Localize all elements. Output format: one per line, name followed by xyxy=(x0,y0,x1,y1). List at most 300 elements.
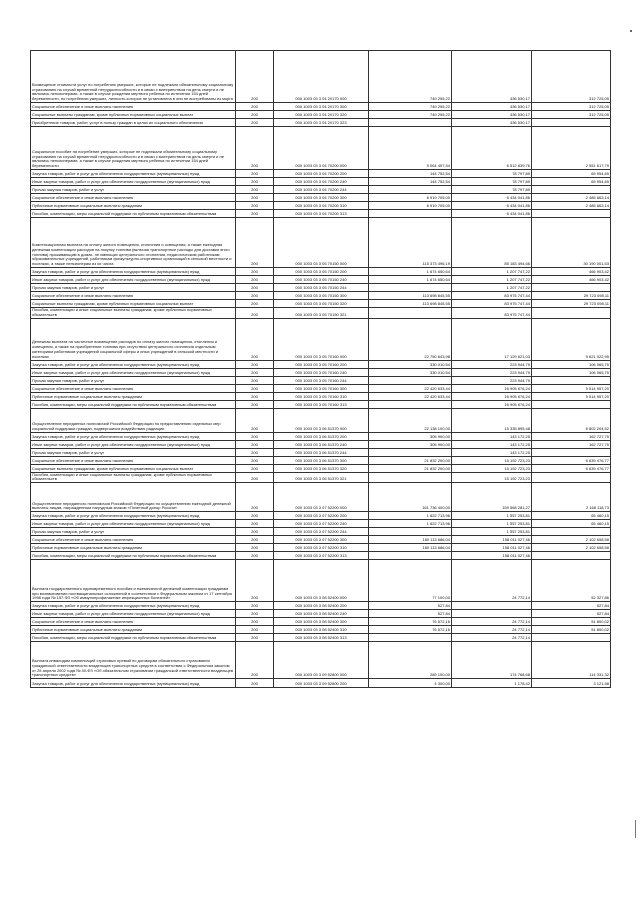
table-row xyxy=(31,408,611,432)
table-row xyxy=(31,472,611,483)
row-name: Пособия, компенсации, меры социальной поддержки по публичным нормативным обязательствам xyxy=(31,634,236,642)
row-approved xyxy=(369,284,452,292)
row-name: Пособия, компенсации и иные социальные выплаты гражданам, кроме публичных нормативных обязательств xyxy=(31,308,236,319)
table-row xyxy=(31,400,611,408)
row-budget-code: 000 1003 03 3 04 70200 000 xyxy=(274,127,369,170)
row-executed: 83 975 747,44 xyxy=(452,308,532,319)
row-budget-code: 000 1003 03 3 05 70160 240 xyxy=(274,368,369,376)
row-budget-code: 000 1003 03 3 08 52400 300 xyxy=(274,618,369,626)
row-budget-code: 000 1003 03 3 04 20170 300 xyxy=(274,103,369,111)
table-row xyxy=(31,626,611,634)
row-remaining: 6 639 476,77 xyxy=(532,456,611,464)
row-remaining xyxy=(532,634,611,642)
row-approved: 22 750 643,98 xyxy=(369,318,452,360)
table-row xyxy=(31,376,611,384)
row-name: Пособия, компенсации, меры социальной поддержки по публичным нормативным обязательствам xyxy=(31,210,236,218)
row-budget-code: 000 1003 03 3 05 70160 000 xyxy=(274,318,369,360)
row-executed: 83 975 747,44 xyxy=(452,292,532,300)
row-budget-code: 000 1003 03 3 04 20170 000 xyxy=(274,51,369,103)
row-name: Приобретение товаров, работ, услуг в пользу граждан в целях их социального обеспечения xyxy=(31,119,236,127)
row-remaining: 466 903,42 xyxy=(532,276,611,284)
row-executed: 158 011 027,46 xyxy=(452,544,532,552)
row-budget-code: 000 1003 03 3 05 70150 321 xyxy=(274,308,369,319)
row-executed: 1 207 747,22 xyxy=(452,276,532,284)
row-name: Закупка товаров, работ и услуг для обеспечения государственных (муниципальных) нужд xyxy=(31,432,236,440)
table-row xyxy=(31,552,611,560)
row-remaining: 312 725,05 xyxy=(532,51,611,103)
row-remaining: 51 800,02 xyxy=(532,626,611,634)
row-executed: 1 557 253,81 xyxy=(452,528,532,536)
row-line-code: 200 xyxy=(236,308,274,319)
row-approved: 22 420 633,44 xyxy=(369,384,452,392)
row-approved xyxy=(369,528,452,536)
row-approved: 1 674 650,64 xyxy=(369,276,452,284)
row-name: Возмещение стоимости услуг по погребению умерших, которые не подлежали обязательному социальному страхованию на случай временной нетрудоспособности и в связи с материнством на день смерти и не являлись пенсионерами, а также в случае рождения мертвого ребенка по истечении 154 дней беременности, по погребению умерших, личность которых не установлена в они не востребованы из морга xyxy=(31,51,236,103)
table-row xyxy=(31,292,611,300)
row-executed: 15 335 895,48 xyxy=(452,408,532,432)
row-budget-code: 000 1003 03 3 09 52800 000 xyxy=(274,642,369,679)
row-name: Иные закупки товаров, работ и услуг для обеспечения государственных (муниципальных) нужд xyxy=(31,368,236,376)
row-budget-code: 000 1003 03 3 07 52200 000 xyxy=(274,483,369,512)
table-row xyxy=(31,318,611,360)
scan-edge-mark xyxy=(635,820,636,838)
row-name: Выплата инвалидам компенсаций страховых премий по договорам обязательного страхования гражданской ответственности владельцев транспортных средств в соответствии с Федеральным законом от 25 апреля 2002 года № 40-ФЗ «Об обязательном страховании гражданской ответственности владельцев транспортных средств» xyxy=(31,642,236,679)
row-approved: 749 255,22 xyxy=(369,103,452,111)
row-name: Публичные нормативные социальные выплаты гражданам xyxy=(31,626,236,634)
row-line-code: 200 xyxy=(236,202,274,210)
row-approved: 527,84 xyxy=(369,602,452,610)
row-remaining xyxy=(532,400,611,408)
row-budget-code: 000 1003 03 3 05 70160 200 xyxy=(274,360,369,368)
row-approved: 113 698 845,55 xyxy=(369,292,452,300)
row-remaining: 2 485 663,14 xyxy=(532,202,611,210)
row-name: Иные закупки товаров, работ и услуг для обеспечения государственных (муниципальных) нужд xyxy=(31,178,236,186)
row-approved: 749 255,22 xyxy=(369,51,452,103)
row-name: Социальное обеспечение и иные выплаты населению xyxy=(31,194,236,202)
row-remaining xyxy=(532,472,611,483)
row-remaining: 65 954,65 xyxy=(532,178,611,186)
row-line-code: 200 xyxy=(236,119,274,127)
row-budget-code: 000 1003 03 3 04 20170 320 xyxy=(274,111,369,119)
row-line-code: 200 xyxy=(236,376,274,384)
table-row xyxy=(31,528,611,536)
row-approved: 115 373 496,19 xyxy=(369,218,452,268)
row-remaining: 52 327,86 xyxy=(532,560,611,602)
row-budget-code: 000 1003 03 3 04 70200 310 xyxy=(274,202,369,210)
table-row xyxy=(31,194,611,202)
table-row xyxy=(31,392,611,400)
row-remaining: 65 954,65 xyxy=(532,170,611,178)
row-budget-code: 000 1003 03 3 05 70150 320 xyxy=(274,300,369,308)
row-name: Иные закупки товаров, работ и услуг для обеспечения государственных (муниципальных) нужд xyxy=(31,610,236,618)
row-line-code: 200 xyxy=(236,642,274,679)
row-remaining xyxy=(532,308,611,319)
row-budget-code: 000 1003 03 3 08 52400 310 xyxy=(274,626,369,634)
row-name: Закупка товаров, работ и услуг для обеспечения государственных (муниципальных) нужд xyxy=(31,679,236,688)
row-budget-code: 000 1003 03 3 08 52400 240 xyxy=(274,610,369,618)
row-line-code: 200 xyxy=(236,679,274,688)
row-executed xyxy=(452,610,532,618)
row-budget-code: 000 1003 03 3 06 51370 240 xyxy=(274,440,369,448)
row-remaining: 51 800,02 xyxy=(532,618,611,626)
row-remaining: 106 065,75 xyxy=(532,368,611,376)
table-row xyxy=(31,368,611,376)
row-executed: 159 568 281,27 xyxy=(452,483,532,512)
row-name: Иные закупки товаров, работ и услуг для обеспечения государственных (муниципальных) нужд xyxy=(31,440,236,448)
row-budget-code: 000 1003 03 3 09 52800 200 xyxy=(274,679,369,688)
row-line-code: 200 xyxy=(236,284,274,292)
row-remaining: 3 121,58 xyxy=(532,679,611,688)
row-budget-code: 000 1003 03 3 06 51370 321 xyxy=(274,472,369,483)
table-row xyxy=(31,536,611,544)
row-remaining: 527,84 xyxy=(532,610,611,618)
row-remaining: 466 903,42 xyxy=(532,268,611,276)
row-executed: 1 557 253,81 xyxy=(452,520,532,528)
row-line-code: 200 xyxy=(236,472,274,483)
row-executed: 143 172,25 xyxy=(452,448,532,456)
row-approved xyxy=(369,634,452,642)
row-name: Закупка товаров, работ и услуг для обеспечения государственных (муниципальных) нужд xyxy=(31,512,236,520)
row-budget-code: 000 1003 03 3 06 51370 320 xyxy=(274,464,369,472)
table-row xyxy=(31,512,611,520)
row-name: Социальное обеспечение и иные выплаты населению xyxy=(31,618,236,626)
row-budget-code: 000 1003 03 3 04 70200 313 xyxy=(274,210,369,218)
row-approved: 21 832 200,00 xyxy=(369,456,452,464)
row-remaining xyxy=(532,528,611,536)
row-approved: 749 255,22 xyxy=(369,111,452,119)
row-budget-code: 000 1003 03 3 05 70160 300 xyxy=(274,384,369,392)
row-name: Прочая закупка товаров, работ и услуг xyxy=(31,186,236,194)
row-budget-code: 000 1003 03 3 07 52200 240 xyxy=(274,520,369,528)
row-remaining xyxy=(532,186,611,194)
row-executed: 17 129 621,03 xyxy=(452,318,532,360)
row-name: Прочая закупка товаров, работ и услуг xyxy=(31,528,236,536)
row-executed: 1 207 747,22 xyxy=(452,268,532,276)
row-executed: 78 797,89 xyxy=(452,186,532,194)
table-row xyxy=(31,483,611,512)
row-line-code: 200 xyxy=(236,51,274,103)
row-executed: 24 772,14 xyxy=(452,618,532,626)
table-row xyxy=(31,384,611,392)
row-line-code: 200 xyxy=(236,127,274,170)
row-budget-code: 000 1003 03 3 07 52200 300 xyxy=(274,536,369,544)
row-approved: 22 420 633,44 xyxy=(369,392,452,400)
row-name: Социальное обеспечение и иные выплаты населению xyxy=(31,292,236,300)
row-approved: 1 622 713,96 xyxy=(369,512,452,520)
row-line-code: 200 xyxy=(236,400,274,408)
row-executed: 223 944,79 xyxy=(452,368,532,376)
row-executed: 83 975 747,44 xyxy=(452,300,532,308)
row-remaining: 6 639 476,77 xyxy=(532,464,611,472)
row-budget-code: 000 1003 03 3 05 70150 300 xyxy=(274,292,369,300)
table-row xyxy=(31,464,611,472)
row-line-code: 200 xyxy=(236,111,274,119)
row-line-code: 200 xyxy=(236,318,274,360)
row-budget-code: 000 1003 03 3 04 70200 200 xyxy=(274,170,369,178)
row-executed: 1 178,42 xyxy=(452,679,532,688)
row-approved: 8 919 705,00 xyxy=(369,194,452,202)
row-approved: 161 736 400,00 xyxy=(369,483,452,512)
row-budget-code: 000 1003 03 3 05 70150 244 xyxy=(274,284,369,292)
row-line-code: 200 xyxy=(236,300,274,308)
row-budget-code: 000 1003 03 3 06 51370 200 xyxy=(274,432,369,440)
row-line-code: 200 xyxy=(236,536,274,544)
row-line-code: 200 xyxy=(236,618,274,626)
row-remaining xyxy=(532,552,611,560)
row-executed: 223 944,79 xyxy=(452,360,532,368)
row-approved: 305 900,00 xyxy=(369,432,452,440)
row-remaining: 2 485 663,14 xyxy=(532,194,611,202)
table-row xyxy=(31,618,611,626)
table-row xyxy=(31,432,611,440)
row-line-code: 200 xyxy=(236,384,274,392)
row-budget-code: 000 1003 03 3 05 70160 313 xyxy=(274,400,369,408)
row-executed: 158 011 027,46 xyxy=(452,536,532,544)
row-approved xyxy=(369,210,452,218)
row-budget-code: 000 1003 03 3 05 70150 240 xyxy=(274,276,369,284)
row-name: Публичные нормативные социальные выплаты гражданам xyxy=(31,202,236,210)
table-row xyxy=(31,284,611,292)
row-executed: 1 557 253,81 xyxy=(452,512,532,520)
row-line-code: 200 xyxy=(236,560,274,602)
row-approved: 22 138 100,00 xyxy=(369,408,452,432)
table-row xyxy=(31,634,611,642)
row-name: Пособия, компенсации и иные социальные выплаты гражданам, кроме публичных нормативных обязательств xyxy=(31,472,236,483)
row-budget-code: 000 1003 03 3 05 70150 000 xyxy=(274,218,369,268)
row-name: Прочая закупка товаров, работ и услуг xyxy=(31,376,236,384)
row-approved xyxy=(369,186,452,194)
row-executed: 223 944,79 xyxy=(452,376,532,384)
table-row xyxy=(31,602,611,610)
row-line-code: 200 xyxy=(236,448,274,456)
row-executed: 174 768,68 xyxy=(452,642,532,679)
row-approved: 527,84 xyxy=(369,610,452,618)
table-row xyxy=(31,202,611,210)
row-approved: 1 674 650,64 xyxy=(369,268,452,276)
row-remaining xyxy=(532,119,611,127)
row-executed: 78 797,89 xyxy=(452,178,532,186)
row-name: Закупка товаров, работ и услуг для обеспечения государственных (муниципальных) нужд xyxy=(31,170,236,178)
table-row xyxy=(31,610,611,618)
row-executed: 6 434 041,86 xyxy=(452,210,532,218)
row-remaining: 162 727,75 xyxy=(532,432,611,440)
row-line-code: 200 xyxy=(236,276,274,284)
row-approved: 330 010,54 xyxy=(369,368,452,376)
row-budget-code: 000 1003 03 3 06 51370 300 xyxy=(274,456,369,464)
row-executed: 436 530,17 xyxy=(452,119,532,127)
row-line-code: 200 xyxy=(236,432,274,440)
row-budget-code: 000 1003 03 3 05 70150 200 xyxy=(274,268,369,276)
row-budget-code: 000 1003 03 3 06 51370 244 xyxy=(274,448,369,456)
row-executed: 436 530,17 xyxy=(452,103,532,111)
row-line-code: 200 xyxy=(236,544,274,552)
row-remaining: 5 514 957,20 xyxy=(532,392,611,400)
row-remaining: 2 102 658,58 xyxy=(532,536,611,544)
row-line-code: 200 xyxy=(236,170,274,178)
row-name: Иные закупки товаров, работ и услуг для обеспечения государственных (муниципальных) нужд xyxy=(31,520,236,528)
row-approved xyxy=(369,400,452,408)
row-line-code: 200 xyxy=(236,456,274,464)
row-name: Социальные выплаты гражданам, кроме публичных нормативных социальных выплат xyxy=(31,464,236,472)
row-name: Закупка товаров, работ и услуг для обеспечения государственных (муниципальных) нужд xyxy=(31,602,236,610)
row-approved: 76 572,16 xyxy=(369,618,452,626)
row-budget-code: 000 1003 03 3 05 70160 244 xyxy=(274,376,369,384)
row-executed: 6 434 041,86 xyxy=(452,194,532,202)
row-remaining: 527,84 xyxy=(532,602,611,610)
row-budget-code: 000 1003 03 3 07 52200 200 xyxy=(274,512,369,520)
row-executed: 15 192 723,23 xyxy=(452,472,532,483)
row-line-code: 200 xyxy=(236,528,274,536)
row-remaining: 2 168 118,73 xyxy=(532,483,611,512)
row-name: Социальное обеспечение и иные выплаты населению xyxy=(31,384,236,392)
row-budget-code: 000 1003 03 3 06 51370 000 xyxy=(274,408,369,432)
row-remaining: 65 460,15 xyxy=(532,520,611,528)
row-remaining: 312 725,05 xyxy=(532,103,611,111)
budget-execution-table xyxy=(30,50,610,905)
row-line-code: 200 xyxy=(236,178,274,186)
row-name: Денежная выплата на частичное возмещение расходов по оплату жилого помещения, отопления и освещения, а также на приобретение топлива при отсутствии центрального отопления отдельным категориям работников учреждений социальной сферы и иных учреждений в сельской местности и поселках xyxy=(31,318,236,360)
row-name: Социальное обеспечение и иные выплаты населению xyxy=(31,103,236,111)
row-budget-code: 000 1003 03 3 08 52400 200 xyxy=(274,602,369,610)
row-remaining xyxy=(532,376,611,384)
row-line-code: 200 xyxy=(236,408,274,432)
row-remaining xyxy=(532,210,611,218)
row-budget-code: 000 1003 03 3 07 52200 313 xyxy=(274,552,369,560)
row-line-code: 200 xyxy=(236,634,274,642)
row-name: Прочая закупка товаров, работ и услуг xyxy=(31,284,236,292)
row-remaining: 65 460,15 xyxy=(532,512,611,520)
table-row xyxy=(31,103,611,111)
table-row xyxy=(31,51,611,103)
row-name: Пособия, компенсации, меры социальной поддержки по публичным нормативным обязательствам xyxy=(31,552,236,560)
row-name: Иные закупки товаров, работ и услуг для обеспечения государственных (муниципальных) нужд xyxy=(31,276,236,284)
row-approved xyxy=(369,119,452,127)
row-executed: 143 172,25 xyxy=(452,440,532,448)
row-approved: 9 064 457,54 xyxy=(369,127,452,170)
row-approved: 1 622 713,96 xyxy=(369,520,452,528)
row-approved: 113 698 845,55 xyxy=(369,300,452,308)
row-approved: 8 919 705,00 xyxy=(369,202,452,210)
row-executed: 16 905 676,24 xyxy=(452,400,532,408)
table-row xyxy=(31,170,611,178)
row-executed: 436 530,17 xyxy=(452,51,532,103)
row-name: Выплата государственного единовременного пособия и ежемесячной денежной компенсации гражданам при возникновении поствакцинальных осложнений в соответствии с Федеральным законом от 17 сентября 1998 года № 157-ФЗ «Об иммунопрофилактике инфекционных болезней» xyxy=(31,560,236,602)
row-executed: 1 207 747,22 xyxy=(452,284,532,292)
table-row xyxy=(31,127,611,170)
table-row xyxy=(31,186,611,194)
row-name: Социальное обеспечение и иные выплаты населению xyxy=(31,536,236,544)
row-approved: 76 572,16 xyxy=(369,626,452,634)
table-row xyxy=(31,111,611,119)
row-name: Социальные выплаты гражданам, кроме публичных нормативных социальных выплат xyxy=(31,300,236,308)
row-executed: 85 183 494,66 xyxy=(452,218,532,268)
row-executed: 143 172,25 xyxy=(452,432,532,440)
row-budget-code: 000 1003 03 3 08 52400 000 xyxy=(274,560,369,602)
row-budget-code: 000 1003 03 3 04 70200 244 xyxy=(274,186,369,194)
row-name: Пособия, компенсации, меры социальной поддержки по публичным нормативным обязательствам xyxy=(31,400,236,408)
row-approved: 289 100,00 xyxy=(369,642,452,679)
row-budget-code: 000 1003 03 3 04 70200 300 xyxy=(274,194,369,202)
row-remaining: 6 802 204,52 xyxy=(532,408,611,432)
row-line-code: 200 xyxy=(236,602,274,610)
row-executed: 24 772,14 xyxy=(452,626,532,634)
row-executed xyxy=(452,602,532,610)
row-executed: 16 905 676,24 xyxy=(452,384,532,392)
row-line-code: 200 xyxy=(236,626,274,634)
row-remaining: 114 331,32 xyxy=(532,642,611,679)
row-name: Публичные нормативные социальные выплаты гражданам xyxy=(31,544,236,552)
table-row xyxy=(31,308,611,319)
row-line-code: 200 xyxy=(236,218,274,268)
row-remaining: 106 065,75 xyxy=(532,360,611,368)
row-executed: 15 192 723,23 xyxy=(452,464,532,472)
row-executed: 16 905 676,24 xyxy=(452,392,532,400)
row-remaining: 162 727,75 xyxy=(532,440,611,448)
row-name: Осуществление переданных полномочий Российской Федерации по предоставлению отдельных мер социальной поддержки граждан, подвергшихся воздействию радиации xyxy=(31,408,236,432)
table-row xyxy=(31,520,611,528)
table-row xyxy=(31,642,611,679)
scan-dot xyxy=(630,30,632,32)
expenditure-table xyxy=(30,50,611,688)
row-approved xyxy=(369,472,452,483)
row-approved: 305 900,00 xyxy=(369,440,452,448)
row-approved xyxy=(369,376,452,384)
table-row xyxy=(31,560,611,602)
row-name: Закупка товаров, работ и услуг для обеспечения государственных (муниципальных) нужд xyxy=(31,360,236,368)
table-row xyxy=(31,440,611,448)
row-name: Прочая закупка товаров, работ и услуг xyxy=(31,448,236,456)
row-approved: 144 752,54 xyxy=(369,170,452,178)
row-executed: 6 512 839,76 xyxy=(452,127,532,170)
row-line-code: 200 xyxy=(236,210,274,218)
table-row xyxy=(31,210,611,218)
row-executed: 436 530,17 xyxy=(452,111,532,119)
row-line-code: 200 xyxy=(236,268,274,276)
row-executed: 158 011 027,46 xyxy=(452,552,532,560)
row-approved: 21 832 200,00 xyxy=(369,464,452,472)
row-line-code: 200 xyxy=(236,520,274,528)
row-line-code: 200 xyxy=(236,194,274,202)
row-remaining: 312 725,05 xyxy=(532,111,611,119)
table-row xyxy=(31,448,611,456)
table-row xyxy=(31,178,611,186)
row-name: Компенсационная выплата на оплату жилого помещения, отопления и освещения, а также ежегодная денежная компенсация расходов на покупку топлива (включая транспортные расходы для доставки этого топлива) проживающим в домах, не имеющих центрального отопления, педагогическим работникам образовательных учреждений, работникам физкультурно-спортивных организаций в сельской местности и поселках, а также пенсионерам из их числа xyxy=(31,218,236,268)
row-remaining: 29 723 098,11 xyxy=(532,292,611,300)
row-budget-code: 000 1003 03 3 04 20170 323 xyxy=(274,119,369,127)
row-executed: 15 192 723,23 xyxy=(452,456,532,464)
row-remaining: 29 723 098,11 xyxy=(532,300,611,308)
row-line-code: 200 xyxy=(236,552,274,560)
row-name: Социальные выплаты гражданам, кроме публичных нормативных социальных выплат xyxy=(31,111,236,119)
row-remaining xyxy=(532,284,611,292)
row-budget-code: 000 1003 03 3 07 52200 310 xyxy=(274,544,369,552)
table-row xyxy=(31,276,611,284)
row-approved: 4 300,00 xyxy=(369,679,452,688)
row-approved xyxy=(369,448,452,456)
row-approved: 160 113 686,04 xyxy=(369,544,452,552)
row-executed: 24 772,14 xyxy=(452,560,532,602)
row-approved: 330 010,54 xyxy=(369,360,452,368)
row-line-code: 200 xyxy=(236,464,274,472)
row-approved: 77 100,00 xyxy=(369,560,452,602)
table-row xyxy=(31,300,611,308)
table-row xyxy=(31,119,611,127)
row-line-code: 200 xyxy=(236,440,274,448)
table-row xyxy=(31,456,611,464)
row-remaining xyxy=(532,448,611,456)
row-line-code: 200 xyxy=(236,392,274,400)
table-row xyxy=(31,544,611,552)
